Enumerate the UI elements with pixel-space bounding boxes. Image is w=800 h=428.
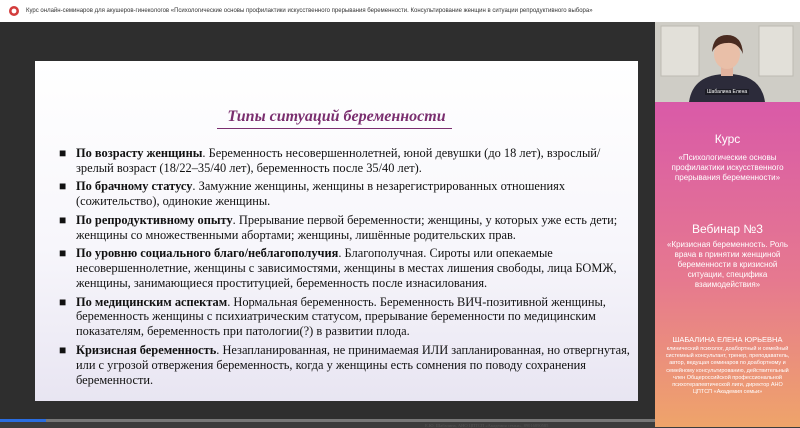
bullet-icon: ■ [59, 212, 67, 227]
bullet-icon: ■ [59, 342, 67, 357]
list-item [57, 146, 632, 176]
item-text: . Замужние женщины, женщины в незарегистрированных отношениях (сожительство), одинокие женщины. [76, 179, 566, 209]
item-text: . Благополучная. Сироты или опекаемые несовершеннолетние, женщины с зависимостями, женщины в местах лишения свободы, лица БОМЖ, женщины, занимающиеся проституцией, беременность после изнасилования. [76, 246, 617, 291]
list-item [57, 213, 632, 243]
item-heading: По брачному статусу [76, 179, 193, 194]
bullet-icon: ■ [59, 179, 67, 194]
speaker-description: клинический психолог, доабортный и семейный системный консультант, тренер, преподаватель, автор, ведущая семинаров по доабортному и семейному консультированию, действительный член Общероссийской профессиональной психотерапевтической лиги, директор АНО ЦПТСП «Академия семьи» [665, 346, 790, 396]
presentation-area [0, 22, 655, 428]
item-text: . Прерывание первой беременности; женщины, у которых уже есть дети; женщины со множественными абортами; женщины, лишённые родительских прав. [76, 212, 618, 242]
item-text: . Нормальная беременность. Беременность ВИЧ-позитивной женщины, беременность женщины с психиатрическим статусом, прерывание беременности по медицинским показателям, беременность при патологии(?) в развитии плода. [76, 294, 606, 339]
course-title: «Психологические основы профилактики искусственного прерывания беременности» [671, 153, 784, 182]
window-header [0, 0, 800, 22]
video-progress-bar[interactable] [0, 419, 655, 422]
participant-name: Шабалина Елена [707, 89, 748, 95]
item-text: . Беременность несовершеннолетней, юной девушки (до 18 лет), взрослый/зрелый возраст (18/22–35/40 лет), беременность после 35/40 лет). [76, 146, 601, 175]
course-info-panel [655, 102, 800, 427]
item-heading: По уровню социального благо/неблагополучия [76, 246, 339, 261]
item-heading: По репродуктивному опыту [76, 212, 233, 227]
slide [35, 61, 638, 428]
speaker-name: ШАБАЛИНА ЕЛЕНА ЮРЬЕВНА [672, 335, 783, 344]
bullet-icon: ■ [59, 246, 67, 261]
progress-fill [0, 419, 46, 422]
list-item [57, 246, 632, 291]
webcam-view [655, 22, 800, 102]
slide-footer: Е.Ю. Шабалина, АНО ЦПТСП «Академия семьи», 89016890585 [425, 423, 549, 428]
course-heading: Курс [714, 132, 741, 146]
list-item [57, 179, 632, 209]
situation-list [57, 146, 632, 391]
bullet-icon: ■ [59, 146, 67, 160]
slide-title-text: Типы ситуаций беременности [227, 108, 446, 125]
bullet-icon: ■ [59, 294, 67, 309]
item-heading: По медицинским аспектам [76, 294, 228, 309]
course-logo-icon [8, 5, 20, 17]
course-line: Курс онлайн-семинаров для акушеров-гинекологов «Психологические основы профилактики искусственного прерывания беременности. Консультирование женщин в ситуации репродуктивного выбора» [26, 8, 593, 14]
list-item [57, 343, 632, 388]
webinar-heading: Вебинар №3 [692, 222, 763, 236]
list-item [57, 295, 632, 340]
webinar-title: «Кризисная беременность. Роль врача в принятии женщиной беременности в кризисной ситуации, специфика взаимодействия» [666, 240, 789, 289]
item-text: . Незапланированная, не принимаемая ИЛИ запланированная, но отвергнутая, или с угрозой отвержения беременность, когда у женщины есть сомнения по поводу сохранения беременности. [76, 342, 630, 387]
title-underline [217, 128, 452, 129]
item-heading: По возрасту женщины [76, 146, 203, 160]
item-heading: Кризисная беременность [76, 342, 217, 357]
slide-title [35, 108, 638, 126]
